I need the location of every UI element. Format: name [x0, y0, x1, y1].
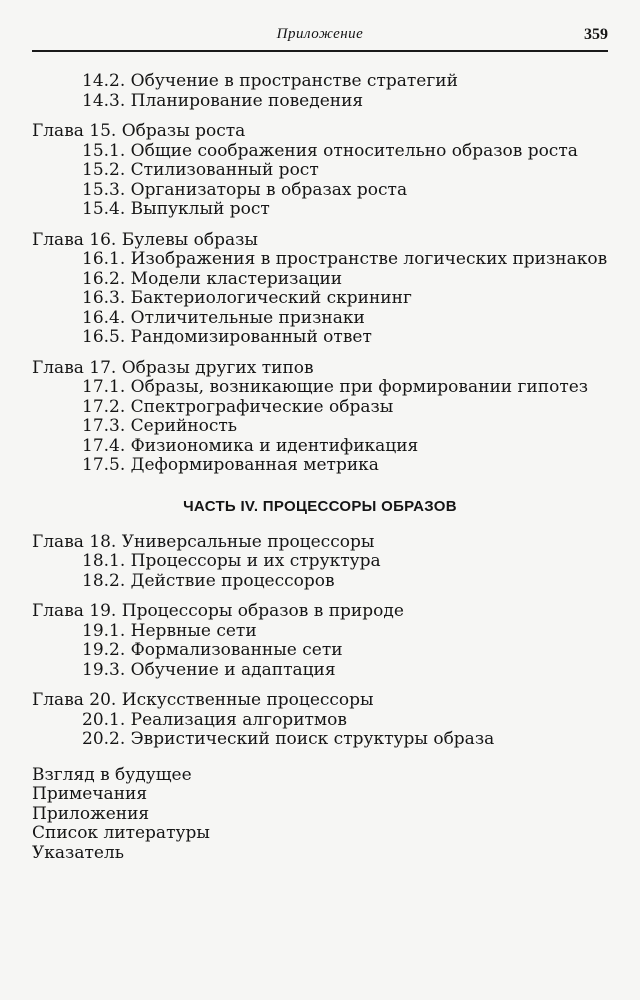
- toc-entry: [82, 328, 608, 348]
- section-title: Бактериологический скрининг: [130, 288, 412, 308]
- section-title: Серийность: [130, 416, 238, 436]
- toc-entry: [82, 250, 608, 270]
- chapter-19: [32, 602, 608, 680]
- backmatter-item: Примечания: [32, 784, 148, 804]
- toc-entry: [82, 309, 608, 329]
- section-list: [32, 250, 608, 348]
- section-number: 17.4.: [82, 435, 126, 456]
- section-number: 17.2.: [82, 396, 126, 417]
- section-number: 15.2.: [82, 160, 126, 180]
- toc-entry: [82, 270, 608, 290]
- part-title: ЧАСТЬ IV. ПРОЦЕССОРЫ ОБРАЗОВ: [183, 497, 457, 515]
- section-list: [32, 142, 608, 220]
- section-list: [32, 622, 608, 681]
- section-number: 16.3.: [82, 288, 126, 308]
- section-list: [32, 552, 608, 591]
- header-rule: [32, 50, 608, 52]
- toc-entry: [82, 730, 608, 750]
- chapter-17: [32, 359, 608, 476]
- chapter-title: Глава 17. Образы других типов: [32, 357, 314, 378]
- backmatter-list: [32, 766, 608, 864]
- chapter-15: [32, 122, 608, 220]
- section-number: 15.3.: [82, 179, 126, 200]
- section-title: Действие процессоров: [130, 570, 335, 591]
- section-title: Спектрографические образы: [130, 396, 394, 417]
- section-title: Нервные сети: [130, 620, 257, 641]
- section-number: 20.2.: [82, 729, 126, 749]
- section-number: 16.2.: [82, 268, 126, 289]
- section-number: 18.1.: [82, 551, 126, 571]
- section-number: 19.2.: [82, 640, 126, 660]
- toc-entry: [82, 552, 608, 572]
- table-of-contents: [32, 72, 608, 863]
- section-title: Физиономика и идентификация: [130, 435, 419, 456]
- section-number: 19.3.: [82, 659, 126, 680]
- section-title: Организаторы в образах роста: [130, 179, 408, 200]
- section-number: 18.2.: [82, 570, 126, 591]
- toc-entry: [82, 72, 608, 92]
- chapter-14-continued: [32, 72, 608, 111]
- section-number: 17.5.: [82, 455, 126, 475]
- section-title: Реализация алгоритмов: [130, 709, 347, 730]
- toc-entry: [82, 398, 608, 418]
- section-title: Эвристический поиск структуры образа: [130, 729, 495, 749]
- section-title: Стилизованный рост: [130, 160, 319, 180]
- section-title: Выпуклый рост: [130, 199, 270, 219]
- section-title: Обучение в пространстве стратегий: [130, 71, 458, 91]
- chapter-20: [32, 691, 608, 750]
- toc-entry: [82, 200, 608, 220]
- running-title: Приложение: [276, 26, 364, 42]
- chapter-title: Глава 15. Образы роста: [32, 121, 246, 141]
- page-number: 359: [584, 26, 608, 43]
- toc-entry: [82, 161, 608, 181]
- section-number: 19.1.: [82, 620, 126, 641]
- toc-entry: [82, 711, 608, 731]
- toc-entry: [82, 622, 608, 642]
- section-title: Планирование поведения: [130, 90, 364, 111]
- section-number: 17.3.: [82, 416, 126, 436]
- section-number: 20.1.: [82, 709, 126, 730]
- toc-entry: [82, 142, 608, 162]
- chapter-title: Глава 20. Искусственные процессоры: [32, 690, 374, 710]
- toc-entry: [82, 661, 608, 681]
- section-list: [32, 711, 608, 750]
- section-list: [32, 72, 608, 111]
- toc-entry: [82, 181, 608, 201]
- section-title: Рандомизированный ответ: [130, 327, 372, 347]
- section-number: 16.4.: [82, 307, 126, 328]
- section-number: 17.1.: [82, 377, 126, 397]
- section-number: 16.5.: [82, 327, 126, 347]
- section-title: Деформированная метрика: [130, 455, 379, 475]
- section-title: Процессоры и их структура: [130, 551, 381, 571]
- chapter-18: [32, 533, 608, 592]
- chapter-title: Глава 19. Процессоры образов в природе: [32, 601, 404, 621]
- section-number: 15.4.: [82, 199, 126, 219]
- toc-entry: [82, 378, 608, 398]
- section-number: 16.1.: [82, 249, 126, 269]
- section-list: [32, 378, 608, 476]
- section-title: Формализованные сети: [130, 640, 343, 660]
- backmatter-item: Список литературы: [32, 823, 210, 843]
- toc-entry: [82, 641, 608, 661]
- section-title: Отличительные признаки: [130, 307, 365, 328]
- section-title: Модели кластеризации: [130, 268, 343, 289]
- chapter-title: Глава 16. Булевы образы: [32, 229, 258, 250]
- section-title: Изображения в пространстве логических признаков: [130, 249, 608, 269]
- toc-entry: [82, 417, 608, 437]
- chapter-title: Глава 18. Универсальные процессоры: [32, 531, 375, 552]
- section-title: Обучение и адаптация: [130, 659, 336, 680]
- section-title: Образы, возникающие при формировании гипотез: [130, 377, 589, 397]
- section-number: 14.2.: [82, 71, 126, 91]
- toc-entry: [82, 92, 608, 112]
- page-header: [32, 24, 608, 52]
- toc-entry: [82, 456, 608, 476]
- toc-entry: [82, 572, 608, 592]
- backmatter-item: Приложения: [32, 803, 150, 824]
- section-number: 14.3.: [82, 90, 126, 111]
- chapter-16: [32, 231, 608, 348]
- section-title: Общие соображения относительно образов роста: [130, 140, 578, 161]
- toc-entry: [82, 437, 608, 457]
- toc-entry: [82, 289, 608, 309]
- section-number: 15.1.: [82, 140, 126, 161]
- backmatter-item: Указатель: [32, 842, 124, 863]
- backmatter-item: Взгляд в будущее: [32, 764, 192, 785]
